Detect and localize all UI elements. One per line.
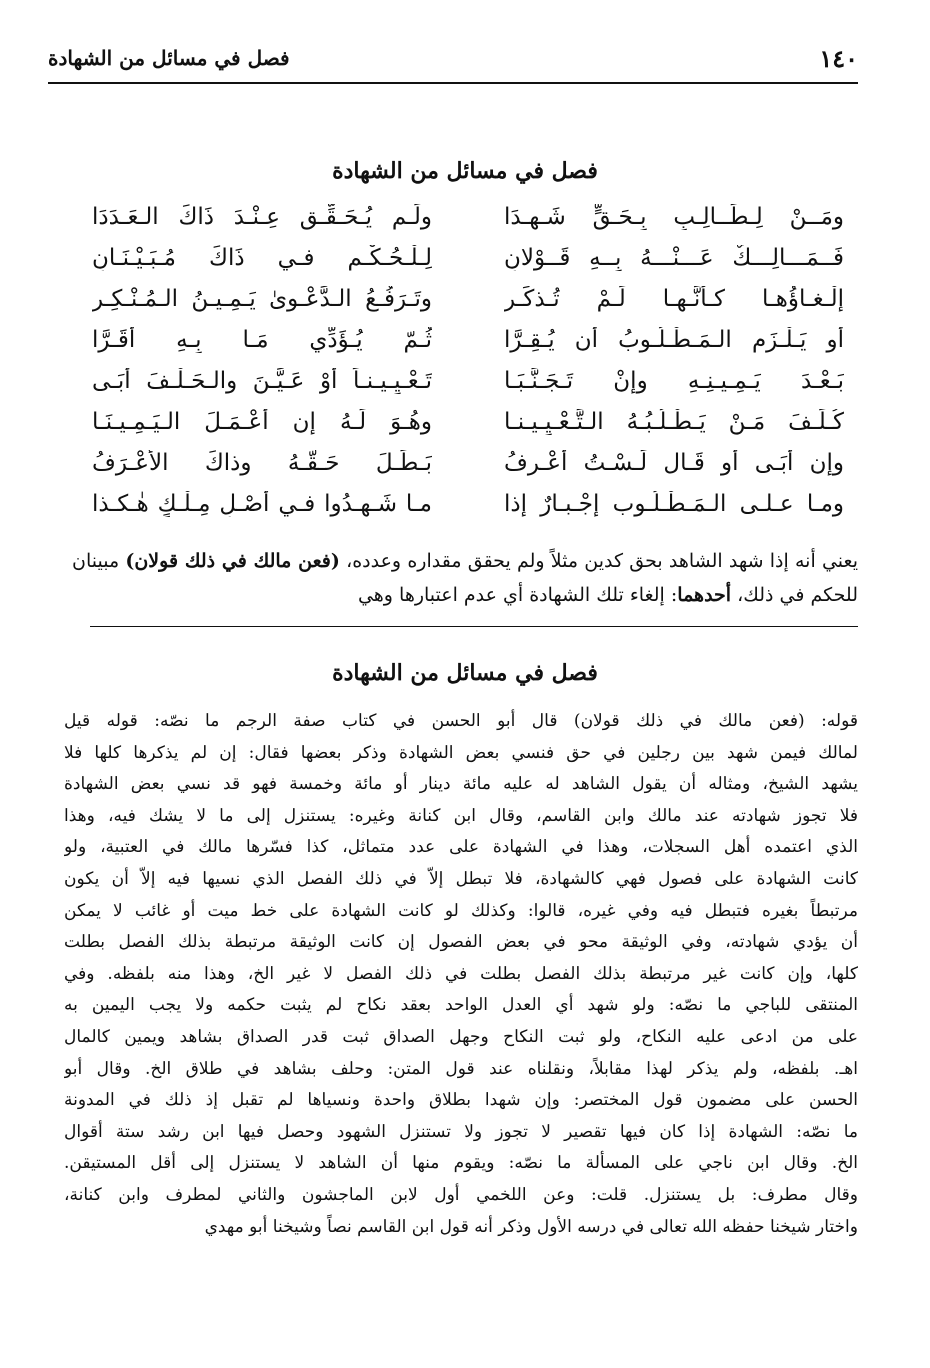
verse-first-hemistich: ومـا عـلـى الـمَـطْـلُـوب إجْـبـارٌ إذا [504, 490, 844, 517]
commentary-line: فلا تجوز شهادته عند مالك وابن القاسم، وقال ابن كنانة وغيره: يستنزل إلى ما لا يشك فيه، وهذا [64, 805, 858, 826]
verse-first-hemistich: أو يَـلْـزَم الـمَـطْـلُـوبُ أن يُـقِـرَّا [504, 326, 844, 353]
verse-row [92, 196, 844, 237]
explanation-bold: أحدهما [677, 584, 732, 606]
verse-row [92, 360, 844, 401]
verse-first-hemistich: كُـلِّـفَ مَـنْ يَـطْـلُـبُـهُ الـتَّـعْـيِـيـنـا [504, 408, 844, 435]
commentary-line: كانت الشهادة على فصول فهي كالشهادة، فلا تبطل إلاّ في ذلك الفصل الذي نسيها فيه إلاّ أن يكون [64, 868, 858, 889]
explanation-text: : إلغاء تلك الشهادة أي عدم اعتبارها وهي [357, 584, 678, 606]
verse-first-hemistich: إلْـغـاؤُهـا كـأنَّـهـا لَـمْ تُـذكَـر [504, 285, 844, 312]
verse-second-hemistich: وهُـوَ لَـهُ إن أَعْـمَـلَ الـيَـمِـيـنَـا [92, 408, 432, 435]
verse-second-hemistich: مـا شَـهِـدُوا فـي أصْـلِ مِـلْـكٍ هٰـكـذا [92, 490, 432, 517]
commentary-line: المنتقى للباجي ما نصّه: ولو شهد أي العدل الواحد بعقد نكاح لم يثبت حكمه ولا يجب اليمين به [64, 995, 858, 1016]
verse-first-hemistich: بَـعْـدَ يَـمِـيـنِـهِ وإنْ تَـجَـنَّـبَـا [504, 367, 844, 394]
commentary-line: الحسن على مضمون قول المختصر: وإن شهدا بطلاق واحدة ونسياها لم تقبل إذ ذلك في المدونة [64, 1090, 858, 1111]
commentary-line: واختار شيخنا حفظه الله تعالى في درسه الأول وذكر أنه قول ابن القاسم نصاً وشيخنا أبو مهدي [204, 1216, 858, 1237]
verse-second-hemistich: بَـطَـلَ حَـقُّـهُ وذاكَ الأعْـرَفُ [92, 449, 432, 476]
verse-row [92, 483, 844, 524]
verse-row [92, 237, 844, 278]
commentary-line: أن يؤدي شهادته، وفي الوثيقة محو في بعض الفصول إن كانت الوثيقة مرتبطة بذلك الفصل بطلت [64, 932, 858, 953]
verse-second-hemistich: ولَـم يُـحَـقِّـق عِـنْـدَ ذَاكَ الـعَـدَدَا [92, 203, 432, 230]
verse-first-hemistich: وإن أبَـى أو قَـال لَـسْـتُ أعْـرِفُ [504, 449, 844, 476]
commentary-line: ما نصّه: الشهادة إذا كان فيها تقصير لا تجوز ولا تستنزل الشهود وحصل فيها ابن رشد ستة أقوال [64, 1121, 858, 1142]
verse-section-title: فصل في مسائل من الشهادة [332, 158, 598, 184]
running-title: فصل في مسائل من الشهادة [48, 46, 290, 70]
commentary-block [64, 706, 858, 1243]
verse-row [92, 401, 844, 442]
verse-second-hemistich: ثُـمّ يُـؤَدِّي مَـا بِـهِ أَقَـرَّا [92, 326, 432, 353]
commentary-line: كلها، وإن كانت غير مرتبطة بذلك الفصل بطلت في ذلك الفصل لا غير الخ، وهذا منه بلفظه. وفي [64, 963, 858, 984]
header-rule [48, 82, 858, 84]
verse-second-hemistich: تَـعْـيِـيـنـاً أَوْ عَـيَّـنَ والـحَـلْـفَ أبَـى [92, 367, 432, 394]
verse-first-hemistich: ومَــنْ لِـطَــالِـبٍ بِـحَـقٍّ شَـهِـدَا [504, 203, 844, 230]
commentary-line: الذي اعتمده أهل السجلات، وهذا في الشهادة على عدد متماثل، كذا فسّرها مالك في العتبية، ولو [64, 837, 858, 858]
commentary-section-title: فصل في مسائل من الشهادة [332, 660, 598, 686]
verse-row [92, 319, 844, 360]
verse-explanation [72, 544, 858, 612]
explanation-text: يعني أنه إذا شهد الشاهد بحق كدين مثلاً ولم يحقق مقداره وعدده، [339, 550, 858, 572]
commentary-line: قوله: (فعن مالك في ذلك قولان) قال أبو الحسن في كتاب صفة الرجم ما نصّه: قوله قيل [64, 711, 858, 731]
explanation-bold: (فعن مالك في ذلك قولان) [125, 550, 340, 572]
footnote-divider [90, 626, 858, 627]
verse-row [92, 442, 844, 483]
running-head [48, 38, 858, 78]
commentary-line: على من ادعى عليه النكاح، ولو ثبت النكاح وجهل الصداق ثبت قدر الصداق بشاهد ويمين كالمال [64, 1026, 858, 1047]
verse-second-hemistich: وتَـرَفُـعُ الـدَّعْـوىٰ يَـمِـيـنُ الـمُـنْـكِـرِ [92, 285, 432, 312]
verse-block [92, 196, 844, 524]
verse-second-hemistich: لِـلْـحُـكْـمِ فـي ذَاكَ مُـبَـيْـنَـانِ [92, 244, 432, 271]
verse-first-hemistich: فَــمَـــالِـــكٌ عَـــنْـــهُ بِــهِ قَــوْلانِ [504, 244, 844, 271]
commentary-line: وقال مطرف: بل يستنزل. قلت: وعن اللخمي أول لابن الماجشون والثاني لمطرف وابن كنانة، [64, 1184, 858, 1205]
commentary-line: الخ. وقال ابن ناجي على المسألة ما نصّه: ويقوم منها أن الشاهد لا يستنزل إلى أقل المستيقن. [64, 1153, 858, 1174]
explanation-text: مبينان للحكم في ذلك، [72, 550, 858, 606]
commentary-line: يشهد الشيخ، ومثاله أن يقول الشاهد له عليه مائة دينار أو مائة وخمسة فهو قد نسي بعض الشهادة [64, 774, 858, 795]
commentary-line: لمالك فيمن شهد بين رجلين في حق فنسي بعض الشهادة وذكر بعضها فقال: إن لم يذكرها كلها فلا [64, 742, 858, 763]
commentary-line: اهـ. بلفظه، ولم يذكر لهذا مقابلاً، ونقلناه عند قول المتن: وحلف بشاهد في طلاق الخ. وقال أبو [64, 1058, 858, 1079]
verse-row [92, 278, 844, 319]
page-number: ١٤٠ [819, 43, 858, 73]
commentary-line: مرتبطاً بغيره فتبطل فيه وفي غيره، قالوا: وكذلك لو كانت الشهادة على خط ميت أو غائب لا يمكن [64, 900, 858, 921]
